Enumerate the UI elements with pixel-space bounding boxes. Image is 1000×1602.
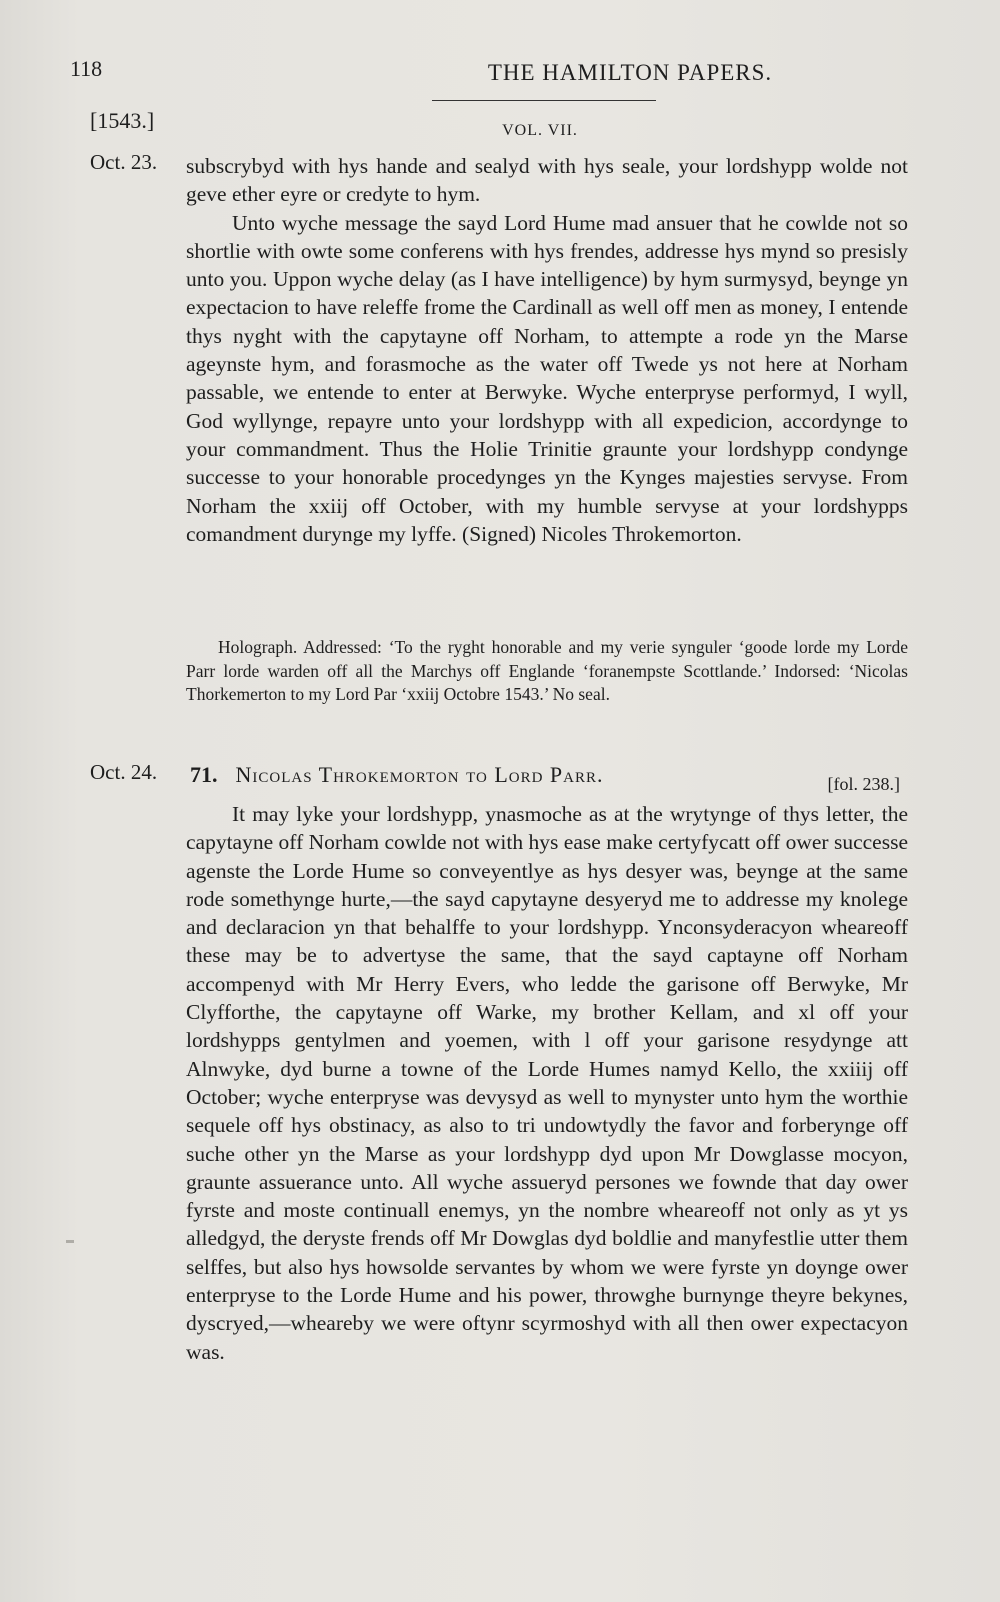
margin-date-oct-24: Oct. 24. — [90, 760, 158, 784]
volume-marker: VOL. VII. — [502, 122, 578, 139]
entry-heading — [190, 762, 910, 796]
margin-mark — [66, 1240, 74, 1243]
paragraph-continuation: subscrybyd with hys hande and sealyd with hys seale, your lordshypp wolde not geve ether eyre or credyte to hym. — [186, 154, 908, 207]
letter-continuation — [186, 152, 908, 548]
header-rule — [432, 100, 656, 101]
running-title: THE HAMILTON PAPERS. — [487, 60, 773, 85]
letter-body — [186, 800, 908, 1366]
folio-reference: [fol. 238.] — [827, 774, 900, 794]
editorial-note — [186, 636, 908, 707]
margin-date-oct-23: Oct. 23. — [90, 150, 158, 174]
page-number: 118 — [70, 56, 103, 81]
entry-number: 71. — [190, 762, 218, 787]
letter-paragraph: It may lyke your lordshypp, ynasmoche as at the wrytynge of thys letter, the capytayne off Norham cowlde not with hys ease make certyfycatt off ower successe agenste the Lorde Hume so conveyentlye as hys desyer was, beynge at the same rode somethynge hurte,—the sayd capytayne desyeryd me to addresse my knolege and declaracion yn that behalffe to your lordshypp. Ynconsyderacyon wheareoff these may be to advertyse the same, that the sayd captayne off Norham accompenyd with Mr Herry Evers, who ledde the garisone off Berwyke, Mr Clyfforthe, the capytayne off Warke, my brother Kellam, and xl off your lordshypps gentylmen and yoemen, with l off your garisone resydynge att Alnwyke, dyd burne a towne of the Lorde Humes namyd Kello, the xxiiij off October; wyche enterpryse was devysyd as well to mynyster unto hym the worthie sequele off hys obstinacy, as also to tri undowtydly the favor and forberynge off suche other yn the Marse as your lordshypp dyd upon Mr Dowglasse mocyon, graunte assuerance unto. All wyche assueryd persones we fownde that day ower fyrste and moste continuall enemys, yn the nombre wheareoff not only as yt ys alledgyd, the deryste frends off Mr Dowglas dyd boldlie and manyfestlie utter them selffes, but also hys howsolde servantes by whom we were fyrste yn doynge ower enterpryse to the Lorde Hume and his power, throwghe burnynge theyre bekynes, dyscryed,—wheareby we were oftynr scyrmoshyd with all then ower expectacyon was. — [186, 802, 908, 1364]
holograph-note: Holograph. Addressed: ‘To the ryght honorable and my verie synguler ‘goode lorde my Lorde Parr lorde warden off all the Marchys off Englande ‘foranempste Scottlande.’ Indorsed: ‘Nicolas Thorkemerton to my Lord Par ‘xxiij Octobre 1543.’ No seal. — [186, 637, 908, 704]
year-marker: [1543.] — [90, 108, 155, 133]
paragraph-reply: Unto wyche message the sayd Lord Hume mad ansuer that he cowlde not so shortlie with owte some conferens with hys frendes, addresse hys mynd so presisly unto you. Uppon wyche delay (as I have intelligence) by hym surmysyd, beynge yn expectacion to have releffe frome the Cardinall as well off men as money, I entende thys nyght with the capytayne off Norham, to attempte a rode yn the Marse ageynste hym, and forasmoche as the water off Twede ys not here at Norham passable, we entende to enter at Berwyke. Wyche enterpryse performyd, I wyll, God wyllynge, repayre unto your lordshypp with all expedicion, accordynge to your commandment. Thus the Holie Trinitie graunte your lordshypp condynge successe to your honorable procedynges yn the Kynges majesties servyse. From Norham the xxiij off October, with my humble servyse at your lordshypps comandment durynge my lyffe. (Signed) Nicoles Throkemorton. — [186, 210, 908, 546]
entry-title: Nicolas Throkemorton to Lord Parr. — [235, 762, 604, 787]
page-header — [70, 52, 930, 92]
